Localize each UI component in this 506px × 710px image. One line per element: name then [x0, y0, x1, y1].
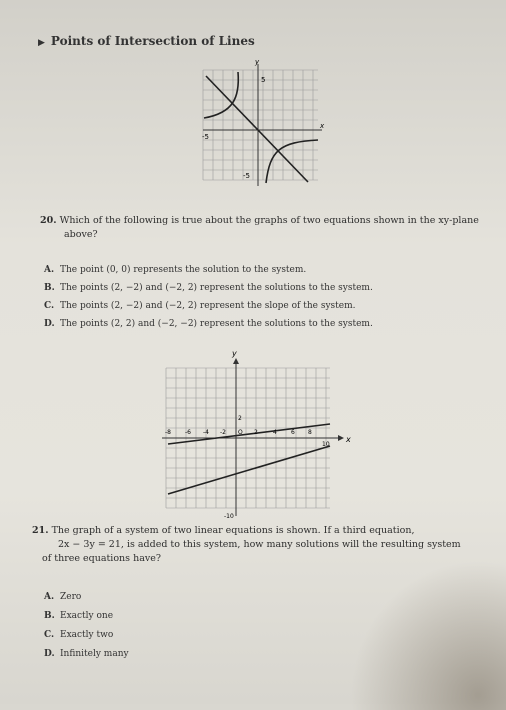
q21-x-arrow-icon	[338, 435, 344, 441]
q21-tick-x: -2	[220, 429, 226, 436]
q21-text-line1: The graph of a system of two linear equations is shown. If a third equation,	[51, 525, 415, 536]
q21-tick-x: 8	[308, 429, 312, 436]
q20-grid	[203, 70, 318, 180]
q21-tick-x: -4	[203, 429, 209, 436]
q21-choice-b[interactable]: B. Exactly one	[44, 611, 114, 621]
q20-text-line1: Which of the following is true about the graphs of two equations shown in the xy-plane	[59, 215, 479, 226]
q21-text-line3: of three equations have?	[42, 553, 161, 564]
q21-number: 21.	[32, 525, 49, 536]
q21-tick-x: 2	[254, 429, 258, 436]
q21-choice-d[interactable]: D. Infinitely many	[44, 649, 129, 659]
q21-y-arrow-icon	[233, 358, 239, 364]
q20-text-line2: above?	[64, 229, 98, 240]
q21-tick-x: -8	[165, 429, 171, 436]
q20-stem	[40, 214, 490, 242]
q20-choice-d[interactable]: D. The points (2, 2) and (−2, −2) represent the solutions to the system.	[44, 319, 373, 329]
q21-tick-y-top: 2	[238, 415, 242, 422]
q21-choice-a[interactable]: A. Zero	[44, 592, 82, 602]
q21-tick-x: 10	[322, 441, 330, 448]
q20-choice-c[interactable]: C. The points (2, −2) and (−2, 2) represent the slope of the system.	[44, 301, 356, 311]
q20-number: 20.	[40, 215, 57, 226]
q21-y-label: y	[232, 349, 237, 358]
hand-shadow	[350, 560, 506, 710]
q21-text-line2: 2x − 3y = 21, is added to this system, how many solutions will the resulting system	[58, 539, 461, 550]
q20-x-label: x	[320, 122, 325, 130]
q20-y-label: y	[255, 58, 260, 66]
q21-graph	[158, 346, 358, 524]
q21-tick-x: 4	[273, 429, 277, 436]
q20-choice-b[interactable]: B. The points (2, −2) and (−2, 2) represent the solutions to the system.	[44, 283, 373, 293]
bullet-triangle-icon: ▶	[38, 38, 45, 48]
q20-tick-bottom: -5	[243, 172, 250, 180]
q20-tick-top: 5	[261, 76, 266, 84]
q21-choice-c[interactable]: C. Exactly two	[44, 630, 114, 640]
q21-tick-y-bottom: -10	[224, 513, 234, 520]
section-title-text: Points of Intersection of Lines	[50, 34, 255, 48]
q21-tick-x: O	[238, 429, 243, 436]
q21-stem	[32, 524, 502, 566]
q20-graph	[198, 58, 328, 190]
section-title	[38, 34, 255, 48]
q21-x-label: x	[346, 435, 351, 444]
q20-choice-a[interactable]: A. The point (0, 0) represents the solution to the system.	[44, 265, 307, 275]
q21-tick-x: -6	[185, 429, 191, 436]
q21-tick-x: 6	[291, 429, 295, 436]
q20-tick-left: -5	[202, 133, 209, 141]
